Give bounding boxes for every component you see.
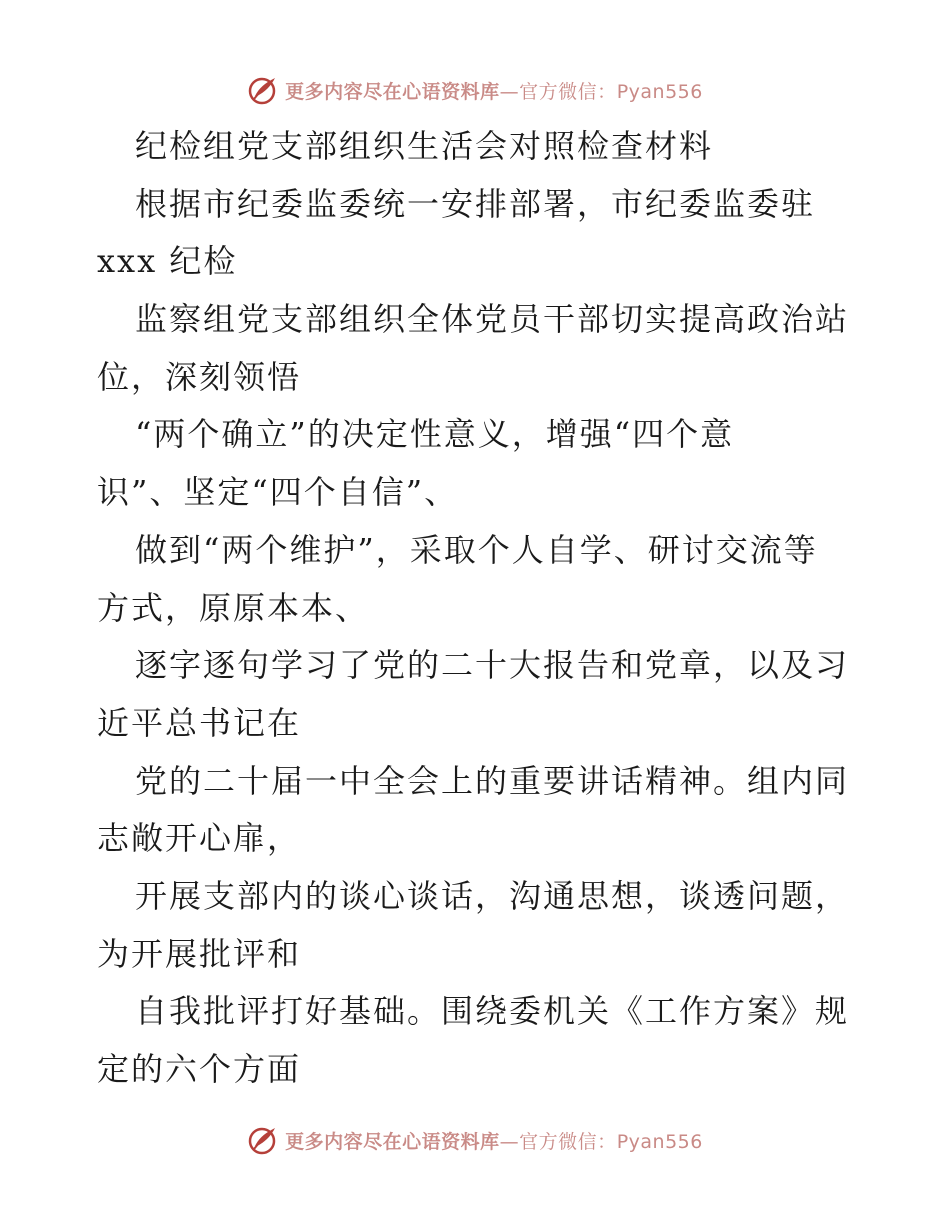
text-line: 识”、坚定“四个自信”、 — [97, 473, 459, 512]
text-line: 逐字逐句学习了党的二十大报告和党章，以及习 — [135, 646, 850, 685]
quill-logo-icon — [247, 74, 279, 106]
text-line: 开展支部内的谈心谈话，沟通思想，谈透问题， — [135, 876, 850, 915]
text-line: xxx 纪检 — [97, 242, 238, 281]
text-line: 为开展批评和 — [97, 934, 302, 973]
watermark-text — [285, 77, 703, 104]
text-line: 定的六个方面 — [97, 1050, 302, 1088]
document-title: 纪检组党支部组织生活会对照检查材料 — [135, 127, 714, 165]
text-line: 位，深刻领悟 — [97, 357, 302, 396]
header-watermark — [0, 70, 950, 110]
watermark-contact: —官方微信： — [499, 1130, 617, 1153]
watermark-id: Pyan556 — [616, 80, 703, 103]
text-line: 近平总书记在 — [97, 703, 302, 742]
text-line: 自我批评打好基础。围绕委机关《工作方案》规 — [135, 992, 850, 1031]
text-line: 志敞开心扉， — [97, 819, 302, 858]
watermark-brand: 更多内容尽在心语资料库 — [285, 1130, 500, 1153]
watermark-id: Pyan556 — [616, 1130, 703, 1153]
text-line: “两个确立”的决定性意义，增强“四个意 — [135, 415, 735, 454]
text-line: 做到“两个维护”，采取个人自学、研讨交流等 — [135, 530, 818, 569]
text-line: 方式，原原本本、 — [97, 588, 370, 627]
watermark-brand: 更多内容尽在心语资料库 — [285, 80, 500, 103]
text-line: 监察组党支部组织全体党员干部切实提高政治站 — [135, 300, 850, 339]
watermark-contact: —官方微信： — [499, 80, 617, 103]
footer-watermark — [0, 1120, 950, 1160]
watermark-text — [285, 1127, 703, 1154]
document-body — [97, 118, 857, 1099]
text-line: 根据市纪委监委统一安排部署，市纪委监委驻 — [135, 184, 816, 223]
text-line: 党的二十届一中全会上的重要讲话精神。组内同 — [135, 761, 850, 800]
quill-logo-icon — [247, 1124, 279, 1156]
